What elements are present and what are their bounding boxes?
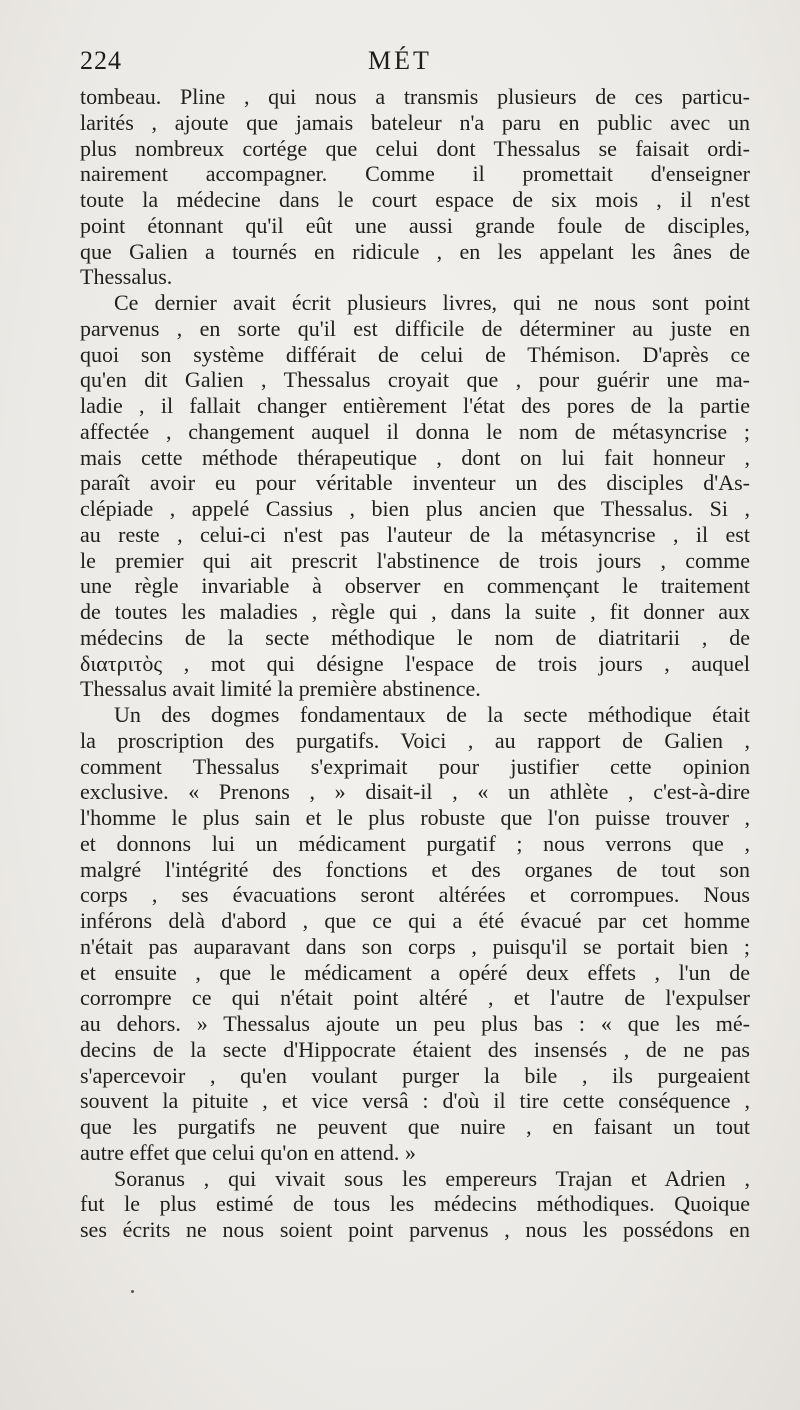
text-line: médecins de la secte méthodique le nom de diatritarii , de bbox=[80, 624, 750, 650]
text-line: une règle invariable à observer en commençant le traitement bbox=[80, 573, 750, 599]
body-text bbox=[80, 84, 750, 1243]
text-line: fut le plus estimé de tous les médecins méthodiques. Quoique bbox=[80, 1191, 750, 1217]
text-line: exclusive. « Prenons , » disait-il , « un athlète , c'est-à-dire bbox=[80, 779, 750, 805]
text-line: corrompre ce qui n'était point altéré , et l'autre de l'expulser bbox=[80, 985, 750, 1011]
text-line: Thessalus. bbox=[80, 264, 173, 290]
text-line: toute la médecine dans le court espace de six mois , il n'est bbox=[80, 187, 750, 212]
text-line: comment Thessalus s'exprimait pour justifier cette opinion bbox=[80, 753, 750, 779]
text-line: souvent la pituite , et vice versâ : d'où il tire cette conséquence , bbox=[80, 1088, 750, 1114]
text-line: de toutes les maladies , règle qui , dans la suite , fit donner aux bbox=[80, 599, 750, 624]
page-number: 224 bbox=[80, 46, 122, 75]
text-line: Ce dernier avait écrit plusieurs livres, qui ne nous sont point bbox=[114, 290, 750, 315]
text-line: parvenus , en sorte qu'il est difficile de déterminer au juste en bbox=[80, 315, 750, 341]
text-line: s'apercevoir , qu'en voulant purger la bile , ils purgeaient bbox=[80, 1062, 750, 1088]
text-line: n'était pas auparavant dans son corps , puisqu'il se portait bien ; bbox=[80, 933, 750, 959]
text-line: quoi son système différait de celui de Thémison. D'après ce bbox=[80, 341, 750, 367]
text-line: et ensuite , que le médicament a opéré deux effets , l'un de bbox=[80, 959, 750, 985]
text-line: inférons delà d'abord , que ce qui a été évacué par cet homme bbox=[80, 908, 750, 933]
running-head: MÉT bbox=[368, 46, 432, 75]
text-line: ses écrits ne nous soient point parvenus , nous les possédons en bbox=[80, 1217, 750, 1242]
text-line: corps , ses évacuations seront altérées et corrompues. Nous bbox=[80, 882, 750, 908]
text-line: que Galien a tournés en ridicule , en les appelant les ânes de bbox=[80, 238, 750, 264]
text-line: ladie , il fallait changer entièrement l'état des pores de la partie bbox=[80, 393, 750, 418]
text-line: clépiade , appelé Cassius , bien plus ancien que Thessalus. Si , bbox=[80, 496, 750, 521]
text-line: paraît avoir eu pour véritable inventeur un des disciples d'As- bbox=[80, 470, 750, 496]
text-line: mais cette méthode thérapeutique , dont on lui fait honneur , bbox=[80, 444, 750, 470]
text-line: affectée , changement auquel il donna le nom de métasyncrise ; bbox=[80, 418, 750, 444]
text-line: tombeau. Pline , qui nous a transmis plusieurs de ces particu- bbox=[80, 84, 750, 109]
text-line: plus nombreux cortége que celui dont Thessalus se faisait ordi- bbox=[80, 135, 750, 161]
text-line: au reste , celui-ci n'est pas l'auteur de la métasyncrise , il est bbox=[80, 521, 750, 547]
text-line: la proscription des purgatifs. Voici , au rapport de Galien , bbox=[80, 727, 750, 753]
text-line: διατριτὸς , mot qui désigne l'espace de trois jours , auquel bbox=[80, 650, 750, 676]
ink-speck bbox=[131, 1290, 134, 1293]
text-line: l'homme le plus sain et le plus robuste que l'on puisse trouver , bbox=[80, 805, 750, 830]
text-line: decins de la secte d'Hippocrate étaient des insensés , de ne pas bbox=[80, 1036, 750, 1062]
text-line: Un des dogmes fondamentaux de la secte méthodique était bbox=[114, 702, 750, 727]
text-line: Thessalus avait limité la première abstinence. bbox=[80, 676, 481, 702]
text-line: le premier qui ait prescrit l'abstinence de trois jours , comme bbox=[80, 547, 750, 573]
text-line: au dehors. » Thessalus ajoute un peu plus bas : « que les mé- bbox=[80, 1011, 750, 1036]
text-line: larités , ajoute que jamais bateleur n'a paru en public avec un bbox=[80, 109, 750, 135]
text-line: qu'en dit Galien , Thessalus croyait que , pour guérir une ma- bbox=[80, 367, 750, 393]
text-line: et donnons lui un médicament purgatif ; nous verrons que , bbox=[80, 830, 750, 856]
text-line: malgré l'intégrité des fonctions et des organes de tout son bbox=[80, 856, 750, 882]
text-line: nairement accompagner. Comme il promettait d'enseigner bbox=[80, 161, 750, 187]
text-line: autre effet que celui qu'on en attend. » bbox=[80, 1139, 416, 1165]
text-line: que les purgatifs ne peuvent que nuire , en faisant un tout bbox=[80, 1114, 750, 1139]
text-line: Soranus , qui vivait sous les empereurs Trajan et Adrien , bbox=[114, 1165, 750, 1191]
text-line: point étonnant qu'il eût une aussi grande foule de disciples, bbox=[80, 212, 750, 238]
